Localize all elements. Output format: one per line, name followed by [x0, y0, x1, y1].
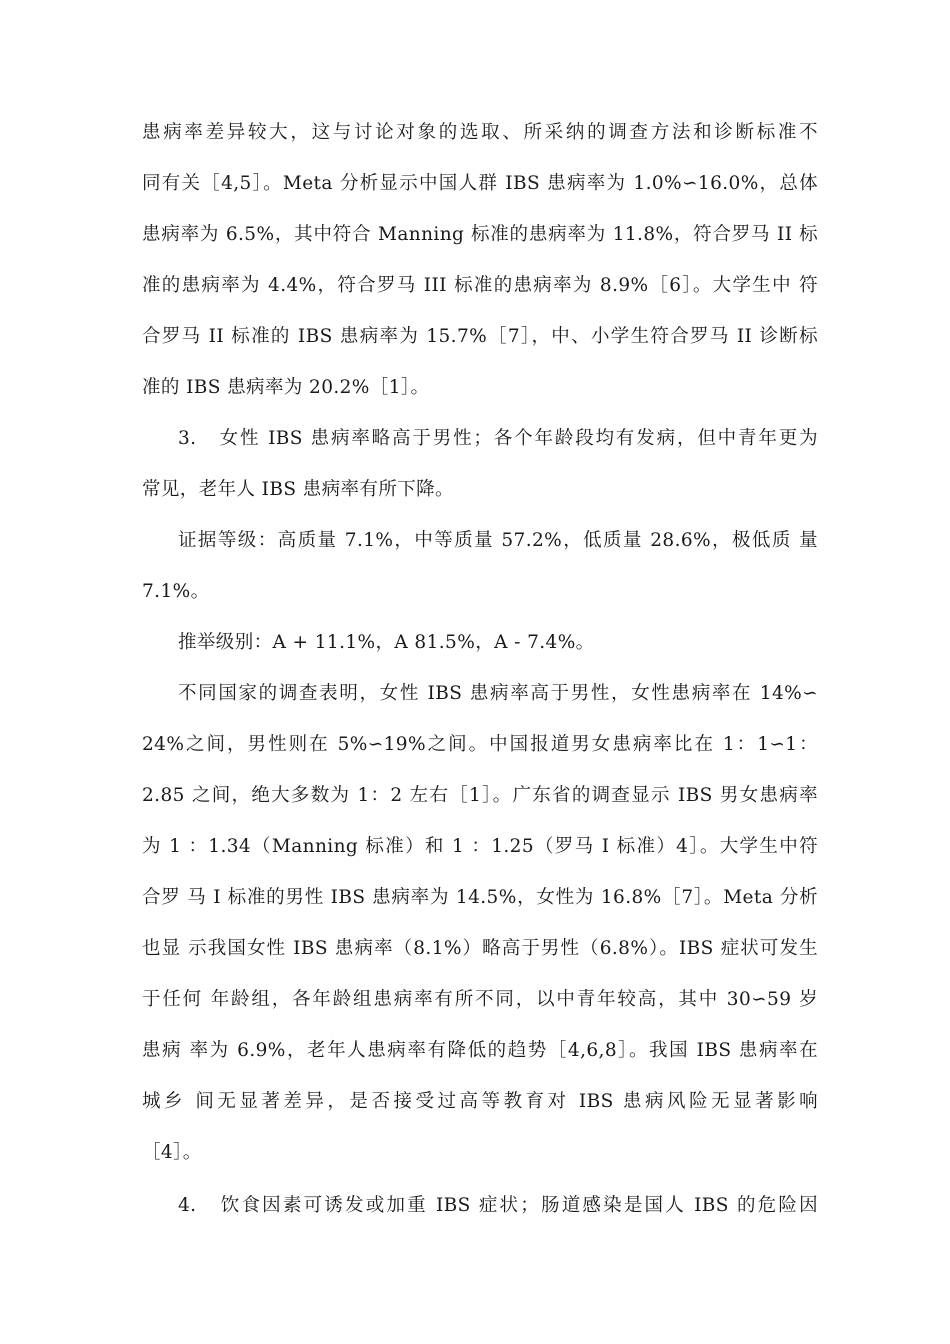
text-line: 患病率差异较大，这与讨论对象的选取、所采纳的调查方法和诊断标准不: [142, 122, 818, 143]
text-line: 为 1 ：1.34（Manning 标准）和 1 ：1.25（罗马 I 标准）4］。大学生中符: [142, 836, 818, 857]
text-line: 合罗 马 I 标准的男性 IBS 患病率为 14.5%，女性为 16.8%［7］。Meta 分析: [142, 887, 818, 908]
text-line: 4. 饮食因素可诱发或加重 IBS 症状；肠道感染是国人 IBS 的危险因: [178, 1195, 818, 1216]
text-line: 患病率为 6.5%，其中符合 Manning 标准的患病率为 11.8%，符合罗马 II 标: [142, 224, 818, 245]
text-line: ［4］。: [142, 1142, 202, 1163]
text-line: 证据等级：高质量 7.1%，中等质量 57.2%，低质量 28.6%，极低质 量: [178, 530, 818, 551]
text-line: 准的患病率为 4.4%，符合罗马 III 标准的患病率为 8.9%［6］。大学生中 符: [142, 275, 818, 296]
text-line: 同有关［4,5］。Meta 分析显示中国人群 IBS 患病率为 1.0%∽16.0%，总体: [142, 173, 818, 194]
text-line: 推举级别：A + 11.1%，A 81.5%，A - 7.4%。: [178, 632, 595, 653]
text-line: 准的 IBS 患病率为 20.2%［1］。: [142, 377, 430, 398]
text-line: 城乡 间无显著差异，是否接受过高等教育对 IBS 患病风险无显著影响: [142, 1091, 818, 1112]
text-line: 3. 女性 IBS 患病率略高于男性；各个年龄段均有发病，但中青年更为: [178, 428, 818, 449]
text-line: 于任何 年龄组，各年龄组患病率有所不同，以中青年较高，其中 30∽59 岁: [142, 989, 818, 1010]
text-line: 患病 率为 6.9%，老年人患病率有降低的趋势［4,6,8］。我国 IBS 患病率在: [142, 1040, 818, 1061]
text-line: 合罗马 II 标准的 IBS 患病率为 15.7%［7］，中、小学生符合罗马 II 诊断标: [142, 326, 818, 347]
text-line: 常见，老年人 IBS 患病率有所下降。: [142, 479, 454, 500]
text-line: 不同国家的调查表明，女性 IBS 患病率高于男性，女性患病率在 14%∽: [178, 683, 818, 704]
text-line: 也显 示我国女性 IBS 患病率（8.1%）略高于男性（6.8%）。IBS 症状可发生: [142, 938, 818, 959]
text-line: 7.1%。: [142, 581, 210, 602]
text-line: 2.85 之间，绝大多数为 1：2 左右［1］。广东省的调查显示 IBS 男女患病率: [142, 785, 818, 806]
text-line: 24%之间，男性则在 5%∽19%之间。中国报道男女患病率比在 1：1∽1：: [142, 734, 818, 755]
